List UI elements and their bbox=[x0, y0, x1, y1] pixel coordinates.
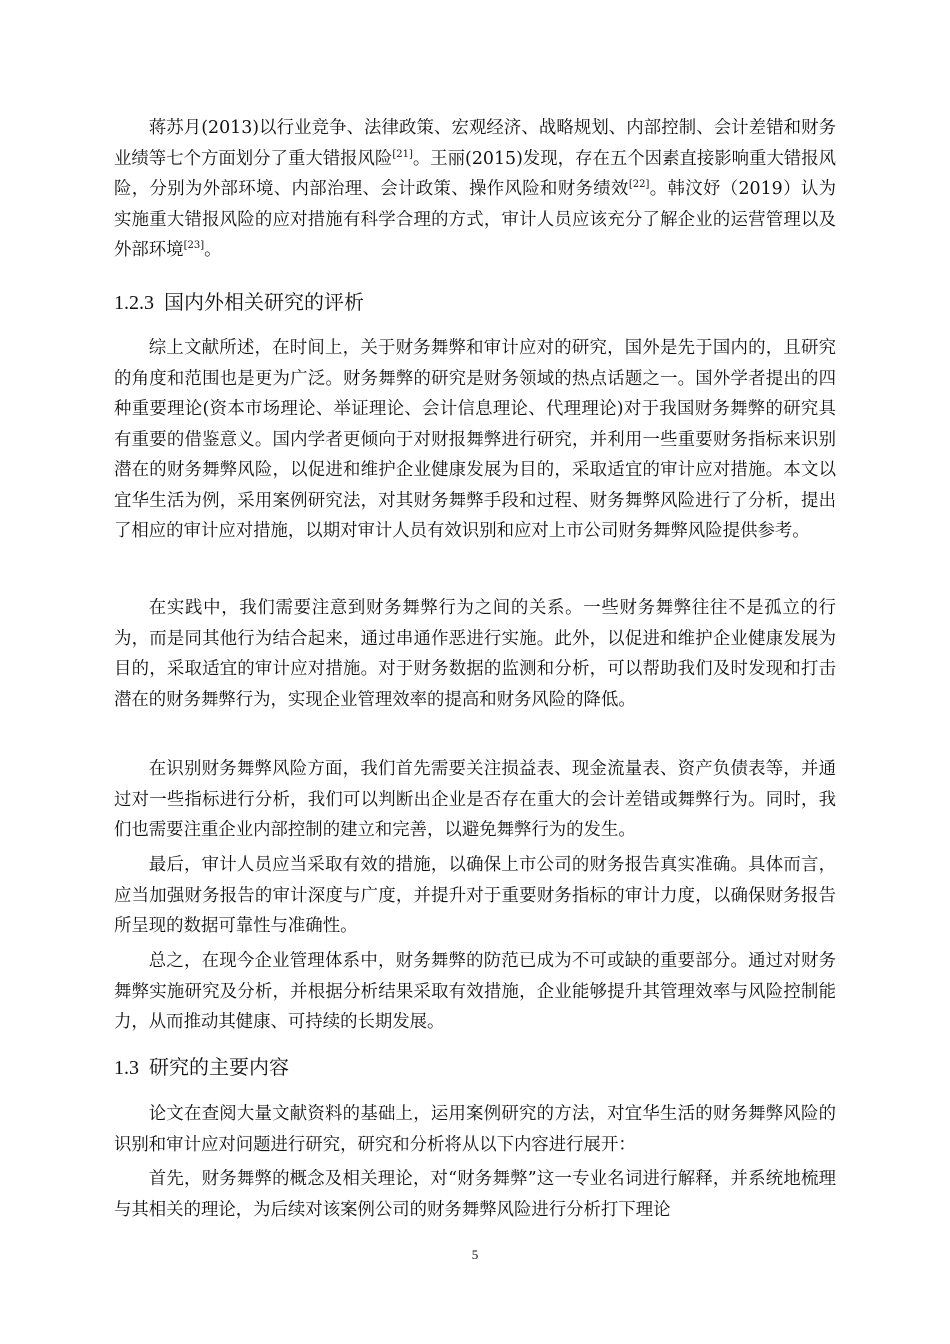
paragraph-text: 蒋苏月(2013)以行业竞争、法律政策、宏观经济、战略规划、内部控制、会计差错和财务业绩等七个方面划分了重大错报风险 bbox=[114, 118, 836, 169]
paragraph-text: 。王丽(2015)发现，存在五个因素直接影响重大错报风险，分别为外部环境、内部治理、会计政策、操作风险和财务绩效 bbox=[114, 148, 836, 199]
paragraph-audit-measures: 最后，审计人员应当采取有效的措施，以确保上市公司的财务报告真实准确。具体而言，应当加强财务报告的审计深度与广度，并提升对于重要财务指标的审计力度，以确保财务报告所呈现的数据可靠性与准确性。 bbox=[114, 855, 836, 936]
paragraph-first-content: 首先，财务舞弊的概念及相关理论，对“财务舞弊”这一专业名词进行解释，并系统地梳理与其相关的理论，为后续对该案例公司的财务舞弊风险进行分析打下理论 bbox=[114, 1169, 836, 1220]
section-number: 1.3 bbox=[114, 1057, 139, 1079]
section-number: 1.2.3 bbox=[114, 292, 154, 314]
paragraph-risk-factors bbox=[114, 113, 836, 266]
paragraph-conclusion: 总之，在现今企业管理体系中，财务舞弊的防范已成为不可或缺的重要部分。通过对财务舞弊实施研究及分析，并根据分析结果采取有效措施，企业能够提升其管理效率与风险控制能力，从而推动其健康、可持续的长期发展。 bbox=[114, 951, 836, 1032]
citation-23: [23] bbox=[183, 240, 205, 252]
section-heading-1-3 bbox=[114, 1052, 289, 1083]
section-title: 国内外相关研究的评析 bbox=[164, 290, 364, 314]
paragraph-literature-summary: 综上文献所述，在时间上，关于财务舞弊和审计应对的研究，国外是先于国内的，且研究的角度和范围也是更为广泛。财务舞弊的研究是财务领域的热点话题之一。国外学者提出的四种重要理论(资本市场理论、举证理论、会计信息理论、代理理论)对于我国财务舞弊的研究具有重要的借鉴意义。国内学者更倾向于对财报舞弊进行研究，并利用一些重要财务指标来识别潜在的财务舞弊风险，以促进和维护企业健康发展为目的，采取适宜的审计应对措施。本文以宜华生活为例，采用案例研究法，对其财务舞弊手段和过程、财务舞弊风险进行了分析，提出了相应的审计应对措施，以期对审计人员有效识别和应对上市公司财务舞弊风险提供参考。 bbox=[114, 338, 836, 541]
paragraph-text: 。 bbox=[204, 240, 222, 260]
citation-21: [21] bbox=[392, 148, 413, 160]
section-heading-1-2-3 bbox=[114, 287, 364, 318]
section-title: 研究的主要内容 bbox=[149, 1055, 289, 1079]
page-number: 5 bbox=[471, 1247, 479, 1262]
citation-22: [22] bbox=[628, 179, 650, 191]
paragraph-risk-identification: 在识别财务舞弊风险方面，我们首先需要关注损益表、现金流量表、资产负债表等，并通过对一些指标进行分析，我们可以判断出企业是否存在重大的会计差错或舞弊行为。同时，我们也需要注重企业内部控制的建立和完善，以避免舞弊行为的发生。 bbox=[114, 759, 836, 840]
paragraph-research-intro: 论文在查阅大量文献资料的基础上，运用案例研究的方法，对宜华生活的财务舞弊风险的识别和审计应对问题进行研究，研究和分析将从以下内容进行展开： bbox=[114, 1104, 836, 1155]
paragraph-text: 。韩汶妤（2019）认为实施重大错报风险的应对措施有科学合理的方式，审计人员应该充分了解企业的运营管理以及外部环境 bbox=[114, 179, 836, 260]
paragraph-practice: 在实践中，我们需要注意到财务舞弊行为之间的关系。一些财务舞弊往往不是孤立的行为，而是同其他行为结合起来，通过串通作恶进行实施。此外，以促进和维护企业健康发展为目的，采取适宜的审计应对措施。对于财务数据的监测和分析，可以帮助我们及时发现和打击潜在的财务舞弊行为，实现企业管理效率的提高和财务风险的降低。 bbox=[114, 598, 836, 710]
